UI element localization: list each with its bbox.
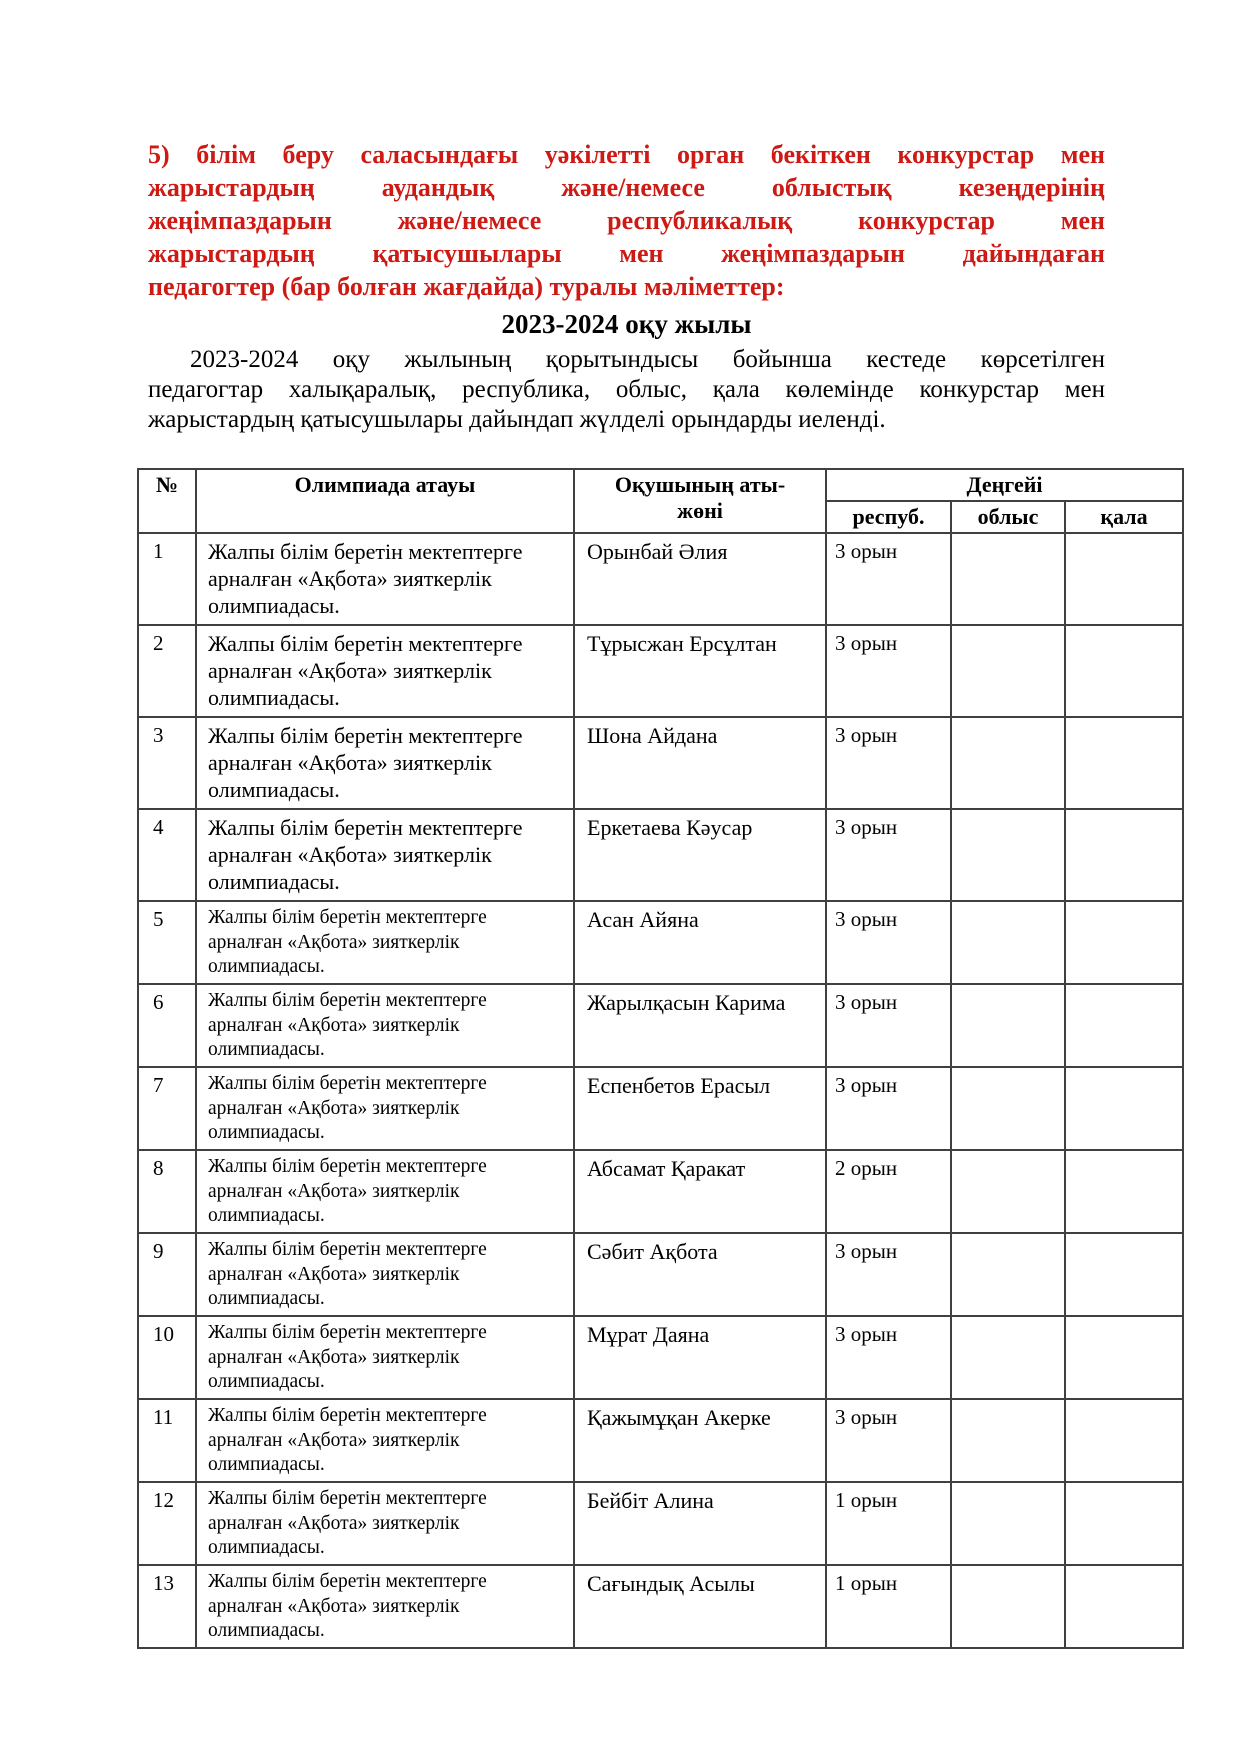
olympiad-name-cell: Жалпы білім беретін мектептерге арналған «Ақбота» зияткерлік олимпиадасы. xyxy=(196,984,574,1067)
table-row xyxy=(138,809,1183,901)
student-name-cell: Сәбит Ақбота xyxy=(574,1233,826,1316)
table-row xyxy=(138,1482,1183,1565)
level-republic-cell: 3 орын xyxy=(826,625,951,717)
olympiad-name-cell: Жалпы білім беретін мектептерге арналған «Ақбота» зияткерлік олимпиадасы. xyxy=(196,901,574,984)
row-number-cell: 2 xyxy=(138,625,196,717)
table-row xyxy=(138,1233,1183,1316)
results-table-body xyxy=(138,533,1183,1648)
student-name-cell: Абсамат Қаракат xyxy=(574,1150,826,1233)
student-name-cell: Асан Айяна xyxy=(574,901,826,984)
table-row xyxy=(138,1399,1183,1482)
level-republic-cell: 1 орын xyxy=(826,1482,951,1565)
level-city-cell xyxy=(1065,1067,1183,1150)
olympiad-name-cell: Жалпы білім беретін мектептерге арналған «Ақбота» зияткерлік олимпиадасы. xyxy=(196,717,574,809)
level-city-cell xyxy=(1065,901,1183,984)
level-republic-cell: 1 орын xyxy=(826,1565,951,1648)
table-row xyxy=(138,1565,1183,1648)
intro-paragraph-line: 2023-2024 оқу жылының қорытындысы бойынша кестеде көрсетілген xyxy=(190,346,1105,373)
level-region-cell xyxy=(951,533,1065,625)
year-title: 2023-2024 оқу жылы xyxy=(501,309,752,339)
olympiad-name-cell: Жалпы білім беретін мектептерге арналған «Ақбота» зияткерлік олимпиадасы. xyxy=(196,1565,574,1648)
student-name-cell: Еспенбетов Ерасыл xyxy=(574,1067,826,1150)
level-city-cell xyxy=(1065,1233,1183,1316)
row-number-cell: 12 xyxy=(138,1482,196,1565)
col-header-level: Деңгейі xyxy=(826,469,1183,501)
col-header-olympiad: Олимпиада атауы xyxy=(196,469,574,533)
level-republic-cell: 3 орын xyxy=(826,1399,951,1482)
student-name-cell: Мұрат Даяна xyxy=(574,1316,826,1399)
col-header-student-line1: Оқушының аты- xyxy=(614,472,786,497)
level-city-cell xyxy=(1065,625,1183,717)
row-number-cell: 13 xyxy=(138,1565,196,1648)
row-number-cell: 9 xyxy=(138,1233,196,1316)
level-region-cell xyxy=(951,1316,1065,1399)
level-city-cell xyxy=(1065,1150,1183,1233)
level-republic-cell: 3 орын xyxy=(826,901,951,984)
level-republic-cell: 3 орын xyxy=(826,1233,951,1316)
section-heading-line: педагогтер (бар болған жағдайда) туралы мәліметтер: xyxy=(148,272,785,301)
level-region-cell xyxy=(951,1233,1065,1316)
student-name-cell: Жарылқасын Карима xyxy=(574,984,826,1067)
table-row xyxy=(138,984,1183,1067)
student-name-cell: Сағындық Асылы xyxy=(574,1565,826,1648)
student-name-cell: Қажымұқан Акерке xyxy=(574,1399,826,1482)
student-name-cell: Еркетаева Кәусар xyxy=(574,809,826,901)
row-number-cell: 10 xyxy=(138,1316,196,1399)
olympiad-name-cell: Жалпы білім беретін мектептерге арналған «Ақбота» зияткерлік олимпиадасы. xyxy=(196,625,574,717)
student-name-cell: Орынбай Әлия xyxy=(574,533,826,625)
row-number-cell: 1 xyxy=(138,533,196,625)
table-row xyxy=(138,625,1183,717)
col-header-student-line2: жөні xyxy=(677,498,723,523)
level-region-cell xyxy=(951,1399,1065,1482)
level-region-cell xyxy=(951,1482,1065,1565)
level-republic-cell: 3 орын xyxy=(826,1316,951,1399)
section-heading xyxy=(148,138,1105,303)
level-republic-cell: 2 орын xyxy=(826,1150,951,1233)
document-content xyxy=(148,138,1105,435)
row-number-cell: 5 xyxy=(138,901,196,984)
table-row xyxy=(138,901,1183,984)
row-number-cell: 3 xyxy=(138,717,196,809)
level-region-cell xyxy=(951,984,1065,1067)
intro-paragraph-line: педагогтар халықаралық, республика, облыс, қала көлемінде конкурстар мен xyxy=(148,376,1105,403)
section-heading-line: жарыстардың аудандық және/немесе облыстық кезеңдерінің xyxy=(148,173,1105,202)
level-city-cell xyxy=(1065,1399,1183,1482)
table-row xyxy=(138,1067,1183,1150)
table-row xyxy=(138,1316,1183,1399)
olympiad-name-cell: Жалпы білім беретін мектептерге арналған «Ақбота» зияткерлік олимпиадасы. xyxy=(196,1482,574,1565)
section-heading-line: жеңімпаздарын және/немесе республикалық конкурстар мен xyxy=(148,206,1105,235)
level-republic-cell: 3 орын xyxy=(826,984,951,1067)
student-name-cell: Шона Айдана xyxy=(574,717,826,809)
level-city-cell xyxy=(1065,809,1183,901)
section-heading-line: жарыстардың қатысушылары мен жеңімпаздарын дайындаған xyxy=(148,239,1105,268)
row-number-cell: 6 xyxy=(138,984,196,1067)
level-republic-cell: 3 орын xyxy=(826,1067,951,1150)
level-republic-cell: 3 орын xyxy=(826,809,951,901)
intro-paragraph-line: жарыстардың қатысушылары дайындап жүлделі орындарды иеленді. xyxy=(148,406,886,433)
col-header-number: № xyxy=(138,469,196,533)
olympiad-name-cell: Жалпы білім беретін мектептерге арналған «Ақбота» зияткерлік олимпиадасы. xyxy=(196,1150,574,1233)
level-republic-cell: 3 орын xyxy=(826,717,951,809)
row-number-cell: 8 xyxy=(138,1150,196,1233)
level-region-cell xyxy=(951,1067,1065,1150)
olympiad-name-cell: Жалпы білім беретін мектептерге арналған «Ақбота» зияткерлік олимпиадасы. xyxy=(196,1067,574,1150)
section-heading-line: 5) білім беру саласындағы уәкілетті орган бекіткен конкурстар мен xyxy=(148,140,1105,169)
table-row xyxy=(138,533,1183,625)
level-region-cell xyxy=(951,901,1065,984)
row-number-cell: 7 xyxy=(138,1067,196,1150)
level-region-cell xyxy=(951,625,1065,717)
level-region-cell xyxy=(951,717,1065,809)
level-city-cell xyxy=(1065,717,1183,809)
col-header-student xyxy=(574,469,826,533)
table-row xyxy=(138,717,1183,809)
level-region-cell xyxy=(951,1565,1065,1648)
level-region-cell xyxy=(951,809,1065,901)
level-city-cell xyxy=(1065,533,1183,625)
col-header-republic: респуб. xyxy=(826,501,951,533)
level-city-cell xyxy=(1065,1482,1183,1565)
student-name-cell: Бейбіт Алина xyxy=(574,1482,826,1565)
olympiad-name-cell: Жалпы білім беретін мектептерге арналған «Ақбота» зияткерлік олимпиадасы. xyxy=(196,1399,574,1482)
olympiad-name-cell: Жалпы білім беретін мектептерге арналған «Ақбота» зияткерлік олимпиадасы. xyxy=(196,533,574,625)
level-republic-cell: 3 орын xyxy=(826,533,951,625)
olympiad-name-cell: Жалпы білім беретін мектептерге арналған «Ақбота» зияткерлік олимпиадасы. xyxy=(196,809,574,901)
level-region-cell xyxy=(951,1150,1065,1233)
row-number-cell: 11 xyxy=(138,1399,196,1482)
results-table-header xyxy=(138,469,1183,533)
level-city-cell xyxy=(1065,1565,1183,1648)
col-header-city: қала xyxy=(1065,501,1183,533)
table-row xyxy=(138,1150,1183,1233)
student-name-cell: Тұрысжан Ерсұлтан xyxy=(574,625,826,717)
olympiad-name-cell: Жалпы білім беретін мектептерге арналған «Ақбота» зияткерлік олимпиадасы. xyxy=(196,1233,574,1316)
row-number-cell: 4 xyxy=(138,809,196,901)
level-city-cell xyxy=(1065,984,1183,1067)
intro-paragraph xyxy=(148,345,1105,435)
col-header-region: облыс xyxy=(951,501,1065,533)
results-table xyxy=(137,468,1184,1649)
level-city-cell xyxy=(1065,1316,1183,1399)
olympiad-name-cell: Жалпы білім беретін мектептерге арналған «Ақбота» зияткерлік олимпиадасы. xyxy=(196,1316,574,1399)
